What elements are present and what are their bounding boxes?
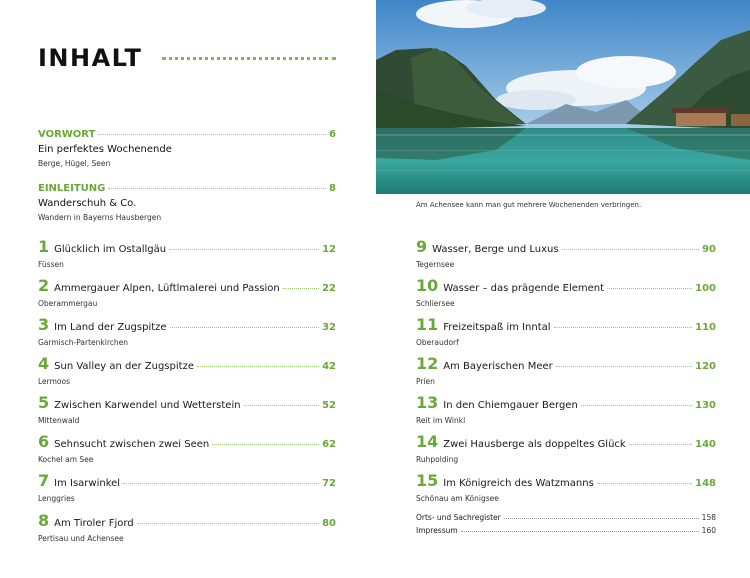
toc-entry[interactable] — [416, 315, 716, 347]
chapter-title: Sehnsucht zwischen zwei Seen — [54, 439, 210, 450]
chapter-title: Im Königreich des Watzmanns — [443, 478, 594, 489]
dot-leader — [123, 483, 319, 484]
chapter-title: Sun Valley an der Zugspitze — [54, 361, 194, 372]
page-number: 22 — [322, 283, 336, 294]
entry-subtitle: Wandern in Bayerns Hausbergen — [38, 213, 162, 222]
page-number: 72 — [322, 478, 336, 489]
dot-leader — [461, 531, 699, 532]
chapter-title: In den Chiemgauer Bergen — [443, 400, 578, 411]
dot-leader — [597, 483, 692, 484]
dot-leader — [170, 327, 320, 328]
page-number: 32 — [322, 322, 336, 333]
toc-appendix-register[interactable] — [416, 513, 716, 522]
photo-caption: Am Achensee kann man gut mehrere Wochenenden verbringen. — [416, 201, 642, 209]
appendix-title: Impressum — [416, 526, 458, 535]
toc-entry[interactable] — [38, 276, 336, 308]
chapter-number: 12 — [416, 354, 439, 373]
toc-entry[interactable] — [38, 237, 336, 269]
page-number: 62 — [322, 439, 336, 450]
chapter-number: 6 — [38, 432, 50, 451]
page-number: 90 — [702, 244, 716, 255]
chapter-number: 1 — [38, 237, 50, 256]
dot-leader — [108, 188, 326, 189]
chapter-location: Lermoos — [38, 377, 71, 386]
toc-entry[interactable] — [38, 354, 336, 386]
page-number: 6 — [329, 129, 336, 140]
page-number: 120 — [695, 361, 716, 372]
dot-leader — [197, 366, 319, 367]
page-number: 12 — [322, 244, 336, 255]
chapter-number: 7 — [38, 471, 50, 490]
chapter-location: Garmisch-Partenkirchen — [38, 338, 129, 347]
chapter-title: Am Tiroler Fjord — [54, 518, 134, 529]
page-number: 160 — [701, 526, 716, 535]
lake-photo-illustration — [376, 0, 750, 194]
toc-entry[interactable] — [38, 315, 336, 347]
page-number: 80 — [322, 518, 336, 529]
chapter-number: 14 — [416, 432, 439, 451]
toc-entry[interactable] — [38, 393, 336, 425]
dot-leader — [283, 288, 319, 289]
section-label: VORWORT — [38, 129, 96, 140]
toc-intro-vorwort[interactable] — [38, 129, 336, 168]
dot-leader — [169, 249, 319, 250]
title-dotted-rule — [162, 57, 336, 60]
dot-leader — [504, 518, 699, 519]
toc-intro-einleitung[interactable] — [38, 183, 336, 222]
entry-heading: Wanderschuh & Co. — [38, 198, 137, 209]
dot-leader — [554, 327, 693, 328]
page-number: 8 — [329, 183, 336, 194]
toc-entry[interactable] — [416, 237, 716, 269]
chapter-location: Prien — [416, 377, 435, 386]
chapter-number: 8 — [38, 511, 50, 530]
chapter-title: Ammergauer Alpen, Lüftlmalerei und Passion — [54, 283, 280, 294]
chapter-location: Pertisau und Achensee — [38, 534, 124, 543]
dot-leader — [98, 134, 326, 135]
dot-leader — [212, 444, 319, 445]
toc-entry[interactable] — [416, 471, 716, 503]
chapter-title: Zwei Hausberge als doppeltes Glück — [443, 439, 626, 450]
toc-appendix-impressum[interactable] — [416, 526, 716, 535]
chapter-number: 11 — [416, 315, 439, 334]
page-number: 42 — [322, 361, 336, 372]
chapter-title: Wasser, Berge und Luxus — [432, 244, 559, 255]
chapter-title: Wasser – das prägende Element — [443, 283, 605, 294]
entry-subtitle: Berge, Hügel, Seen — [38, 159, 111, 168]
chapter-title: Zwischen Karwendel und Wetterstein — [54, 400, 241, 411]
chapter-title: Am Bayerischen Meer — [443, 361, 553, 372]
entry-heading: Ein perfektes Wochenende — [38, 144, 172, 155]
chapter-title: Freizeitspaß im Inntal — [443, 322, 551, 333]
chapter-number: 10 — [416, 276, 439, 295]
dot-leader — [244, 405, 320, 406]
chapter-location: Füssen — [38, 260, 64, 269]
page-number: 148 — [695, 478, 716, 489]
toc-entry[interactable] — [38, 471, 336, 503]
page-title: INHALT — [38, 44, 143, 72]
page-number: 110 — [695, 322, 716, 333]
lake-photo — [376, 0, 750, 194]
chapter-location: Kochel am See — [38, 455, 94, 464]
dot-leader — [629, 444, 692, 445]
toc-entry[interactable] — [38, 432, 336, 464]
chapter-location: Tegernsee — [416, 260, 455, 269]
page-number: 52 — [322, 400, 336, 411]
chapter-location: Reit im Winkl — [416, 416, 466, 425]
chapter-location: Schönau am Königsee — [416, 494, 499, 503]
dot-leader — [562, 249, 699, 250]
chapter-location: Oberaudorf — [416, 338, 459, 347]
appendix-title: Orts- und Sachregister — [416, 513, 501, 522]
chapter-number: 2 — [38, 276, 50, 295]
toc-entry[interactable] — [416, 354, 716, 386]
chapter-location: Schliersee — [416, 299, 455, 308]
chapter-number: 9 — [416, 237, 428, 256]
chapter-title: Glücklich im Ostallgäu — [54, 244, 167, 255]
section-label: EINLEITUNG — [38, 183, 106, 194]
dot-leader — [137, 523, 319, 524]
dot-leader — [607, 288, 692, 289]
chapter-number: 4 — [38, 354, 50, 373]
dot-leader — [581, 405, 692, 406]
chapter-number: 13 — [416, 393, 439, 412]
chapter-location: Lenggries — [38, 494, 75, 503]
page-number: 130 — [695, 400, 716, 411]
chapter-number: 3 — [38, 315, 50, 334]
page-number: 100 — [695, 283, 716, 294]
chapter-title: Im Isarwinkel — [54, 478, 121, 489]
dot-leader — [556, 366, 692, 367]
toc-entry[interactable] — [38, 511, 336, 543]
chapter-location: Ruhpolding — [416, 455, 459, 464]
page-number: 140 — [695, 439, 716, 450]
chapter-location: Mittenwald — [38, 416, 80, 425]
chapter-number: 15 — [416, 471, 439, 490]
toc-entry[interactable] — [416, 432, 716, 464]
chapter-number: 5 — [38, 393, 50, 412]
chapter-title: Im Land der Zugspitze — [54, 322, 167, 333]
chapter-location: Oberammergau — [38, 299, 98, 308]
toc-entry[interactable] — [416, 276, 716, 308]
page-number: 158 — [701, 513, 716, 522]
toc-entry[interactable] — [416, 393, 716, 425]
